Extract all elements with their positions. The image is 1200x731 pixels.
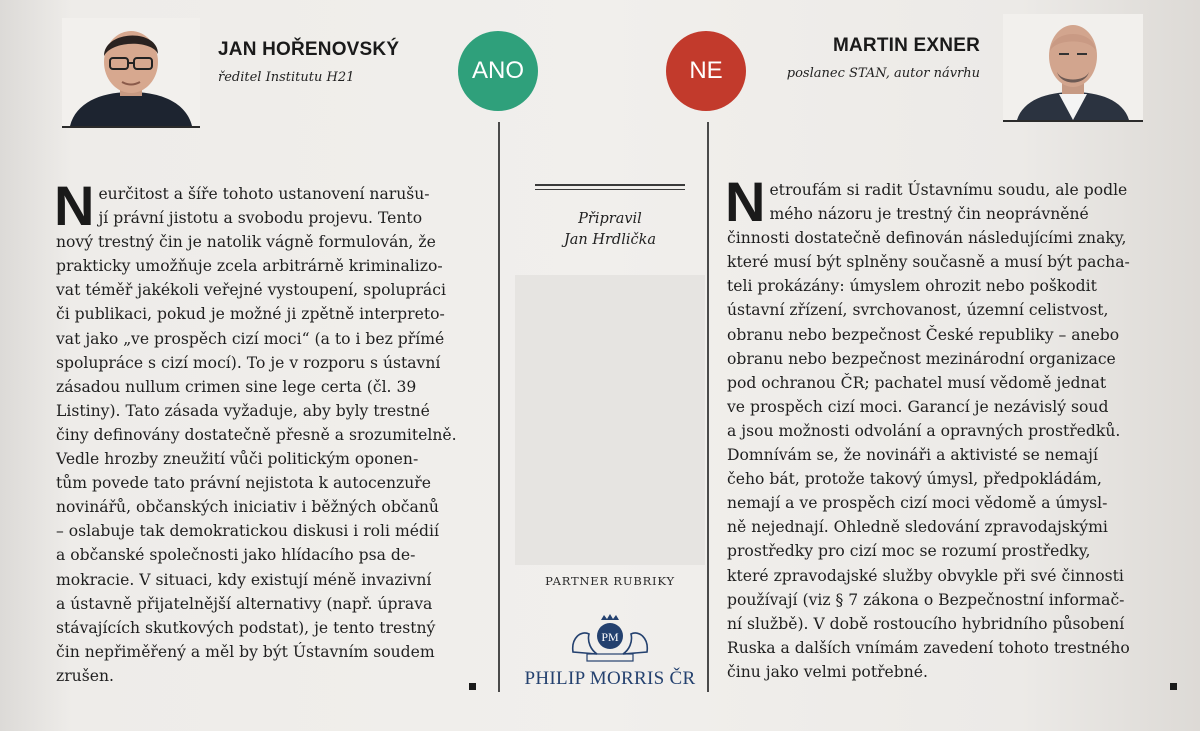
right-article <box>725 170 1157 684</box>
left-line-21: zrušen. <box>56 666 114 685</box>
left-line-13: tům povede tato právní nejistota k autocenzuře <box>56 474 431 493</box>
left-dropcap: N <box>54 174 95 237</box>
left-line-14: novinářů, občanských iniciativ i běžných občanů <box>56 498 439 517</box>
left-article <box>54 174 486 688</box>
right-line-8: obranu nebo bezpečnost mezinárodní organizace <box>727 349 1116 368</box>
left-line-12: Vedle hrozby zneužití vůči politickým oponen- <box>56 450 419 469</box>
left-line-8: spolupráce s cizí mocí). To je v rozporu s ústavní <box>56 353 441 372</box>
left-line-3: nový trestný čin je natolik vágně formulován, že <box>56 233 436 252</box>
left-line-1: eurčitost a šíře tohoto ustanovení narušu- <box>98 185 430 203</box>
left-line-19: stávajících skutkových podstat), je tento trestný <box>56 618 436 637</box>
empty-image-area <box>515 275 705 565</box>
right-line-3: činnosti dostatečně definován následujícími znaky, <box>727 229 1127 248</box>
right-end-mark <box>1170 683 1177 690</box>
right-line-19: ní službě). V době rostoucího hybridního působení <box>727 614 1125 633</box>
left-line-17: mokracie. V situaci, kdy existují méně invazivní <box>56 570 432 589</box>
left-author-role: ředitel Institutu H21 <box>218 70 355 85</box>
right-author-role: poslanec STAN, autor návrhu <box>786 66 980 81</box>
right-line-5: teli prokázány: úmyslem ohrozit nebo poškodit <box>727 277 1097 296</box>
right-line-1: etroufám si radit Ústavnímu soudu, ale podle <box>769 181 1128 199</box>
credit-line-2: Jan Hrdlička <box>563 232 657 248</box>
partner-brand: PHILIP MORRIS ČR <box>524 668 696 689</box>
right-line-17: které zpravodajské služby obvykle při své činnosti <box>727 566 1124 585</box>
crest-icon <box>567 612 653 668</box>
right-line-12: Domnívám se, že novináři a aktivisté se nemají <box>727 446 1098 465</box>
left-end-mark <box>469 683 476 690</box>
left-line-10: Listiny). Tato zásada vyžaduje, aby byly trestné <box>56 401 430 420</box>
credit-line-1: Připravil <box>578 211 642 227</box>
right-line-7: obranu nebo bezpečnost České republiky – anebo <box>727 325 1120 344</box>
right-line-9: pod ochranou ČR; pachatel musí vědomě jednat <box>727 373 1107 392</box>
divider-right <box>707 122 709 692</box>
left-line-7: vat jako „ve prospěch cizí moci“ (a to i bez přímé <box>56 329 445 348</box>
right-line-21: činu jako velmi potřebné. <box>727 662 928 681</box>
divider-left <box>498 122 500 692</box>
left-line-2: jí právní jistotu a svobodu projevu. Tento <box>98 209 423 228</box>
right-author-name: MARTIN EXNER <box>832 35 980 56</box>
right-line-20: Ruska a dalších vnímám zavedení tohoto trestného <box>727 638 1130 657</box>
credit-block <box>540 209 680 251</box>
right-dropcap: N <box>725 170 766 233</box>
yes-badge <box>458 31 538 111</box>
left-line-20: čin nepřiměřený a měl by být Ústavním soudem <box>56 642 435 661</box>
no-label: NE <box>689 57 723 84</box>
right-line-11: a jsou možnosti odvolání a opravných prostředků. <box>727 421 1121 440</box>
right-line-6: ústavní zřízení, svrchovanost, územní celistvost, <box>727 301 1109 320</box>
partner-label: PARTNER RUBRIKY <box>545 574 675 588</box>
right-line-18: používají (viz § 7 zákona o Bezpečnostní informač- <box>727 590 1125 609</box>
right-line-10: ve prospěch cizí moci. Garancí je nezávislý soud <box>727 397 1109 416</box>
right-line-16: prostředky pro cizí moc se rozumí prostředky, <box>727 542 1091 561</box>
right-author-photo <box>1003 14 1143 122</box>
right-line-14: nemají a ve prospěch cizí moci vědomě a úmysl- <box>727 494 1108 513</box>
right-line-15: ně nejednají. Ohledně sledování zpravodajskými <box>727 518 1108 537</box>
left-author-name: JAN HOŘENOVSKÝ <box>218 39 400 60</box>
yes-label: ANO <box>471 57 524 84</box>
right-line-4: které musí být splněny současně a musí být pacha- <box>727 253 1130 272</box>
credit-rules <box>535 184 685 190</box>
right-line-13: čeho bát, protože takový úmysl, předpokládám, <box>727 470 1102 489</box>
svg-text:PM: PM <box>601 630 619 644</box>
left-author-photo <box>62 18 200 128</box>
left-line-9: zásadou nullum crimen sine lege certa (čl. 39 <box>56 377 417 396</box>
left-line-6: či publikaci, pokud je možné ji zpětně interpreto- <box>56 305 445 324</box>
left-line-16: a občanské společnosti jako hlídacího psa de- <box>56 546 416 565</box>
left-line-5: vat téměř jakékoli veřejné vystoupení, spolupráci <box>56 281 446 300</box>
left-line-18: a ústavně přijatelnější alternativy (např. úprava <box>56 594 433 613</box>
left-line-15: – oslabuje tak demokratickou diskusi i roli médií <box>56 522 439 541</box>
left-line-11: činy definovány dostatečně přesně a srozumitelně. <box>56 425 457 444</box>
right-line-2: mého názoru je trestný čin neoprávněné <box>769 205 1089 224</box>
left-line-4: prakticky umožňuje zcela arbitrárně kriminalizo- <box>56 257 443 276</box>
no-badge <box>666 31 746 111</box>
